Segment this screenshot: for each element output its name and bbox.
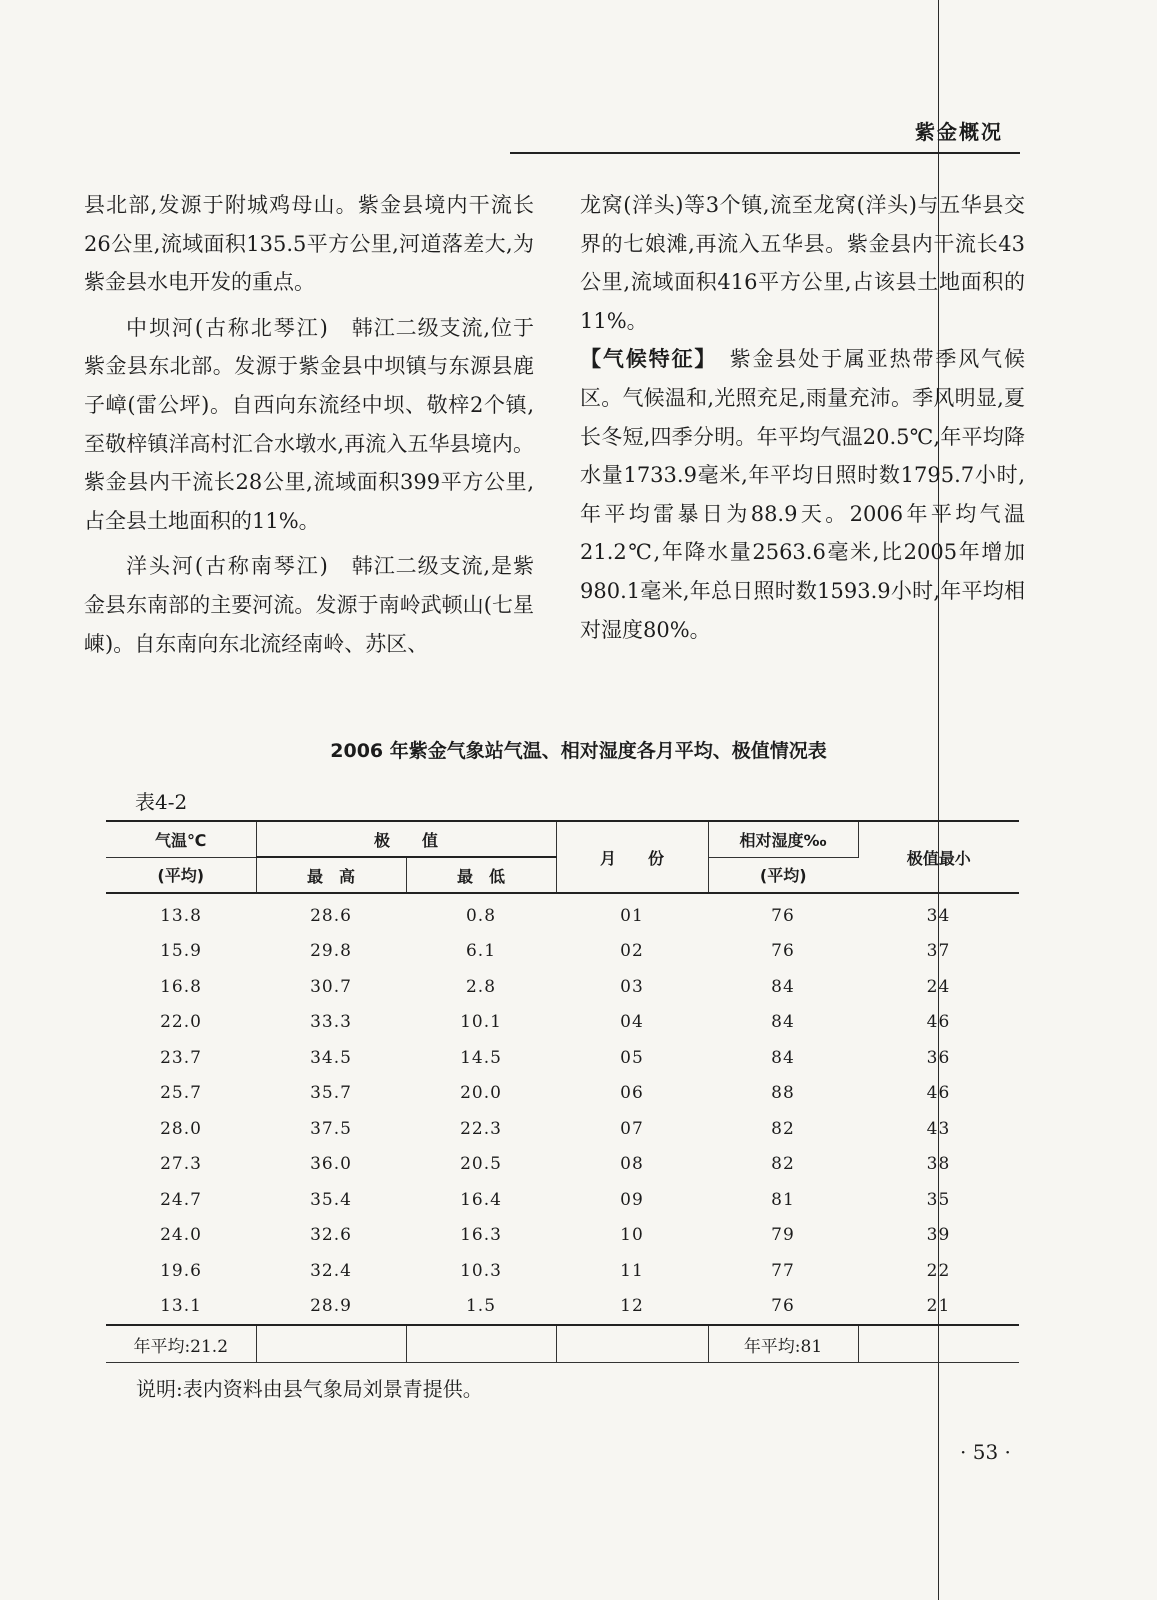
cell-min: 10.3 [460,1260,502,1281]
cell-month: 12 [620,1296,644,1317]
river-name: 中坝河(古称北琴江) [126,315,329,340]
footer-empty [858,1325,1019,1363]
table-row [106,1040,1019,1076]
paragraph-text: 韩江二级支流,位于紫金县东北部。发源于紫金县中坝镇与东源县鹿子嶂(雷公坪)。自西向东流经中坝、敬梓2个镇,至敬梓镇洋高村汇合水墩水,再流入五华县境内。紫金县内干流长28公里,流域面积399平方公里,占全县土地面积的11%。 [84,315,534,533]
cell-temp: 22.0 [160,1012,202,1033]
cell-ext-min: 21 [926,1296,951,1317]
paragraph: 龙窝(洋头)等3个镇,流至龙窝(洋头)与五华县交界的七娘滩,再流入五华县。紫金县内干流长43公里,流域面积416平方公里,占该县土地面积的11%。 [580,193,1025,333]
header-rule [510,152,1020,154]
table-row [106,1147,1019,1183]
cell-min: 1.5 [465,1296,497,1317]
footer-empty [556,1325,708,1363]
cell-temp: 19.6 [160,1260,202,1281]
cell-temp: 28.0 [160,1118,202,1139]
header-temp: 气温℃ [106,821,256,857]
header-humidity-sub: (平均) [708,857,858,893]
section-label: 【气候特征】 [580,347,707,372]
river-name: 洋头河(古称南琴江) [126,554,329,579]
cell-temp: 15.9 [160,941,202,962]
header-min: 最 低 [406,857,556,893]
cell-month: 04 [620,1012,644,1033]
paragraph [84,309,534,541]
weather-table [106,820,1019,1363]
cell-min: 10.1 [460,1012,502,1033]
cell-ext-min: 43 [926,1118,951,1139]
cell-min: 14.5 [460,1047,502,1068]
header-temp-sub: (平均) [106,857,256,893]
table-row [106,1289,1019,1326]
cell-ext-min: 22 [926,1260,951,1281]
cell-ext-min: 34 [926,905,951,926]
cell-month: 03 [620,976,644,997]
paragraph [580,340,1025,649]
cell-min: 20.5 [460,1154,502,1175]
cell-month: 10 [620,1225,644,1246]
right-column [580,186,1025,649]
cell-month: 01 [620,905,644,926]
cell-humidity: 81 [771,1189,795,1210]
table-note: 说明:表内资料由县气象局刘景青提供。 [136,1377,483,1401]
cell-humidity: 76 [771,1296,795,1317]
cell-min: 22.3 [460,1118,502,1139]
cell-max: 32.6 [310,1225,352,1246]
cell-max: 28.9 [310,1296,352,1317]
cell-month: 07 [620,1118,644,1139]
footer-empty [256,1325,406,1363]
page-number: · 53 · [960,1440,1011,1464]
cell-ext-min: 38 [926,1154,951,1175]
cell-max: 28.6 [310,905,352,926]
table-row [106,1076,1019,1112]
table-row [106,893,1019,934]
cell-min: 2.8 [465,976,497,997]
footer-empty [406,1325,556,1363]
header-extreme-min: 极值最小 [858,821,1019,893]
cell-min: 16.4 [460,1189,502,1210]
cell-month: 08 [620,1154,644,1175]
cell-humidity: 77 [771,1260,795,1281]
table-row [106,1182,1019,1218]
cell-humidity: 76 [771,905,795,926]
cell-max: 37.5 [310,1118,352,1139]
cell-temp: 24.7 [160,1189,202,1210]
cell-ext-min: 39 [926,1225,951,1246]
left-column [84,186,534,663]
cell-min: 6.1 [465,941,497,962]
cell-ext-min: 35 [926,1189,951,1210]
cell-temp: 25.7 [160,1083,202,1104]
footer-temp-avg: 年平均:21.2 [106,1325,256,1363]
cell-month: 05 [620,1047,644,1068]
table-body [106,893,1019,1325]
cell-month: 11 [620,1260,644,1281]
cell-humidity: 88 [771,1083,795,1104]
cell-humidity: 82 [771,1118,795,1139]
cell-ext-min: 36 [926,1047,951,1068]
cell-humidity: 84 [771,1047,795,1068]
cell-temp: 27.3 [160,1154,202,1175]
cell-month: 02 [620,941,644,962]
cell-ext-min: 46 [926,1083,951,1104]
header-extreme: 极 值 [256,821,556,857]
cell-ext-min: 24 [926,976,951,997]
cell-max: 30.7 [310,976,352,997]
cell-min: 16.3 [460,1225,502,1246]
cell-max: 32.4 [310,1260,352,1281]
table-title: 2006 年紫金气象站气温、相对湿度各月平均、极值情况表 [330,740,827,762]
cell-ext-min: 37 [926,941,951,962]
cell-humidity: 82 [771,1154,795,1175]
table-row [106,934,1019,970]
table-label: 表4-2 [135,790,188,814]
cell-month: 09 [620,1189,644,1210]
cell-temp: 13.1 [160,1296,202,1317]
header-month: 月 份 [556,821,708,893]
table-row [106,969,1019,1005]
table-row [106,1218,1019,1254]
table-row [106,1253,1019,1289]
paragraph-text: 韩江二级支流,是紫金县东南部的主要河流。发源于南岭武顿山(七星崠)。自东南向东北流经南岭、苏区、 [84,554,534,656]
cell-max: 34.5 [310,1047,352,1068]
footer-humidity-avg: 年平均:81 [708,1325,858,1363]
cell-temp: 24.0 [160,1225,202,1246]
running-header: 紫金概况 [915,120,1003,144]
cell-humidity: 84 [771,976,795,997]
cell-humidity: 79 [771,1225,795,1246]
cell-max: 35.7 [310,1083,352,1104]
cell-temp: 13.8 [160,905,202,926]
cell-temp: 23.7 [160,1047,202,1068]
table-row [106,1111,1019,1147]
paragraph-text: 紫金县处于属亚热带季风气候区。气候温和,光照充足,雨量充沛。季风明显,夏长冬短,四季分明。年平均气温20.5℃,年平均降水量1733.9毫米,年平均日照时数1795.7小时,年平均雷暴日为88.9天。2006年平均气温21.2℃,年降水量2563.6毫米,比2005年增加980.1毫米,年总日照时数1593.9小时,年平均相对湿度80%。 [580,347,1026,642]
paragraph [84,547,534,663]
header-humidity: 相对湿度‰ [708,821,858,857]
cell-max: 33.3 [310,1012,352,1033]
cell-temp: 16.8 [160,976,202,997]
cell-humidity: 84 [771,1012,795,1033]
cell-max: 29.8 [310,941,352,962]
cell-max: 35.4 [310,1189,352,1210]
table-row [106,1005,1019,1041]
cell-min: 0.8 [465,905,497,926]
cell-month: 06 [620,1083,644,1104]
header-max: 最 高 [256,857,406,893]
cell-ext-min: 46 [926,1012,951,1033]
cell-max: 36.0 [310,1154,352,1175]
cell-min: 20.0 [460,1083,502,1104]
paragraph: 县北部,发源于附城鸡母山。紫金县境内干流长26公里,流域面积135.5平方公里,河道落差大,为紫金县水电开发的重点。 [84,193,534,295]
cell-humidity: 76 [771,941,795,962]
